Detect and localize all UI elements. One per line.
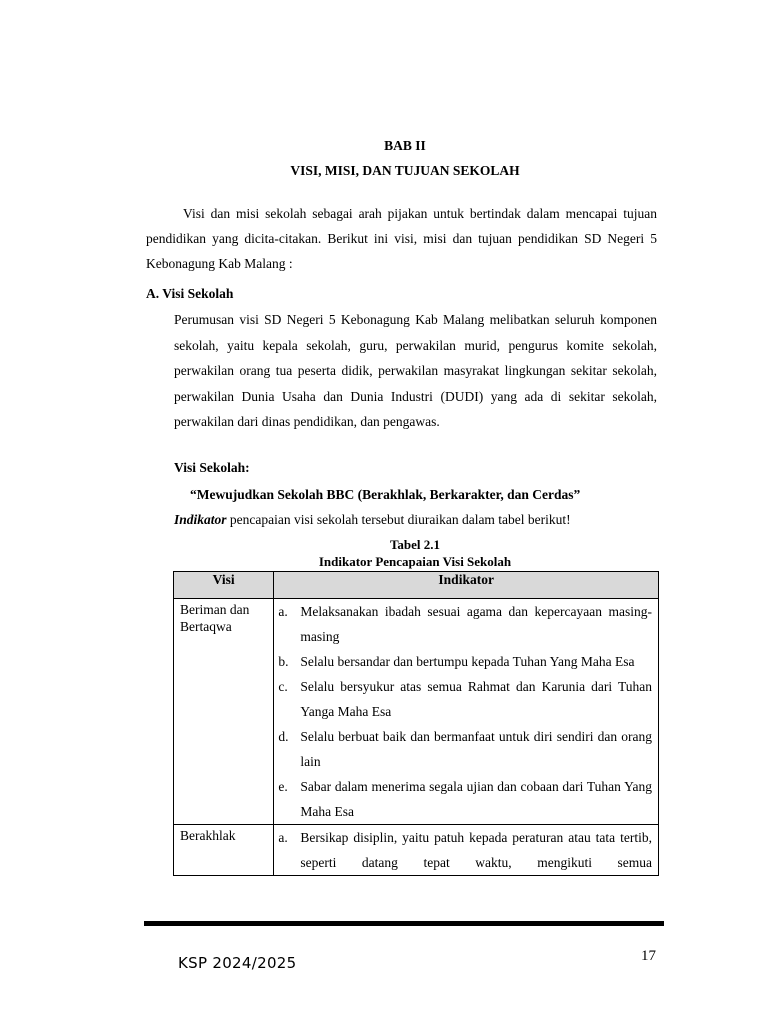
chapter-title: VISI, MISI, DAN TUJUAN SEKOLAH [290,163,520,178]
item-text: Bersikap disiplin, yaitu patuh kepada peraturan atau tata tertib, seperti datang tepat waktu, mengikuti semua [300,830,652,870]
visi-cell: Beriman dan Bertaqwa [174,599,274,825]
item-letter: c. [278,679,288,694]
indikator-cell [274,599,659,825]
indikator-cell [274,825,659,876]
indikator-word: Indikator [174,512,227,527]
list-item [278,674,652,724]
item-text: Sabar dalam menerima segala ujian dan cobaan dari Tuhan Yang Maha Esa [300,779,652,819]
table-header-row [174,572,659,599]
table-row [174,599,659,825]
indikator-table [173,571,659,876]
item-letter: e. [278,779,288,794]
visi-statement: “Mewujudkan Sekolah BBC (Berakhlak, Berkarakter, dan Cerdas” [190,487,581,502]
chapter-number: BAB II [384,138,426,153]
item-text: Selalu bersyukur atas semua Rahmat dan Karunia dari Tuhan Yanga Maha Esa [300,679,652,719]
table-caption: Indikator Pencapaian Visi Sekolah [318,554,512,569]
list-item [278,599,652,649]
list-item [278,724,652,774]
table-number: Tabel 2.1 [389,537,441,552]
section-a-body: Perumusan visi SD Negeri 5 Kebonagung Kab Malang melibatkan seluruh komponen sekolah, yaitu kepala sekolah, guru, perwakilan murid, pengurus komite sekolah, perwakilan orang tua peserta didik, perwakilan masyrakat lingkungan sekitar sekolah, perwakilan Dunia Usaha dan Dunia Industri (DUDI) yang ada di sekitar sekolah, perwakilan dari dinas pendidikan, dan pengawas. [174,312,657,429]
section-a-heading: A. Visi Sekolah [146,286,234,301]
item-letter: b. [278,654,289,669]
indikator-rest: pencapaian visi sekolah tersebut diuraikan dalam tabel berikut! [226,512,571,527]
footer-label: KSP 2024/2025 [178,954,297,972]
header-indikator: Indikator [274,572,659,599]
indikator-intro [174,512,657,528]
intro-text: Visi dan misi sekolah sebagai arah pijakan untuk bertindak dalam mencapai tujuan pendidikan yang dicita-citakan. Berikut ini visi, misi dan tujuan pendidikan SD Negeri 5 Kebonagung Kab Malang : [146,206,657,271]
list-item [278,649,652,674]
header-visi: Visi [174,572,274,599]
visi-label: Visi Sekolah: [174,460,250,475]
item-text: Melaksanakan ibadah sesuai agama dan kepercayaan masing-masing [300,604,652,644]
item-letter: a. [278,830,288,845]
item-text: Selalu bersandar dan bertumpu kepada Tuhan Yang Maha Esa [300,654,635,669]
intro-paragraph [146,201,657,276]
footer-divider [144,921,664,926]
visi-cell: Berakhlak [174,825,274,876]
list-item [278,825,652,875]
table-row [174,825,659,876]
list-item [278,774,652,824]
page-number: 17 [641,948,656,964]
item-text: Selalu berbuat baik dan bermanfaat untuk diri sendiri dan orang lain [300,729,652,769]
item-letter: a. [278,604,288,619]
item-letter: d. [278,729,289,744]
